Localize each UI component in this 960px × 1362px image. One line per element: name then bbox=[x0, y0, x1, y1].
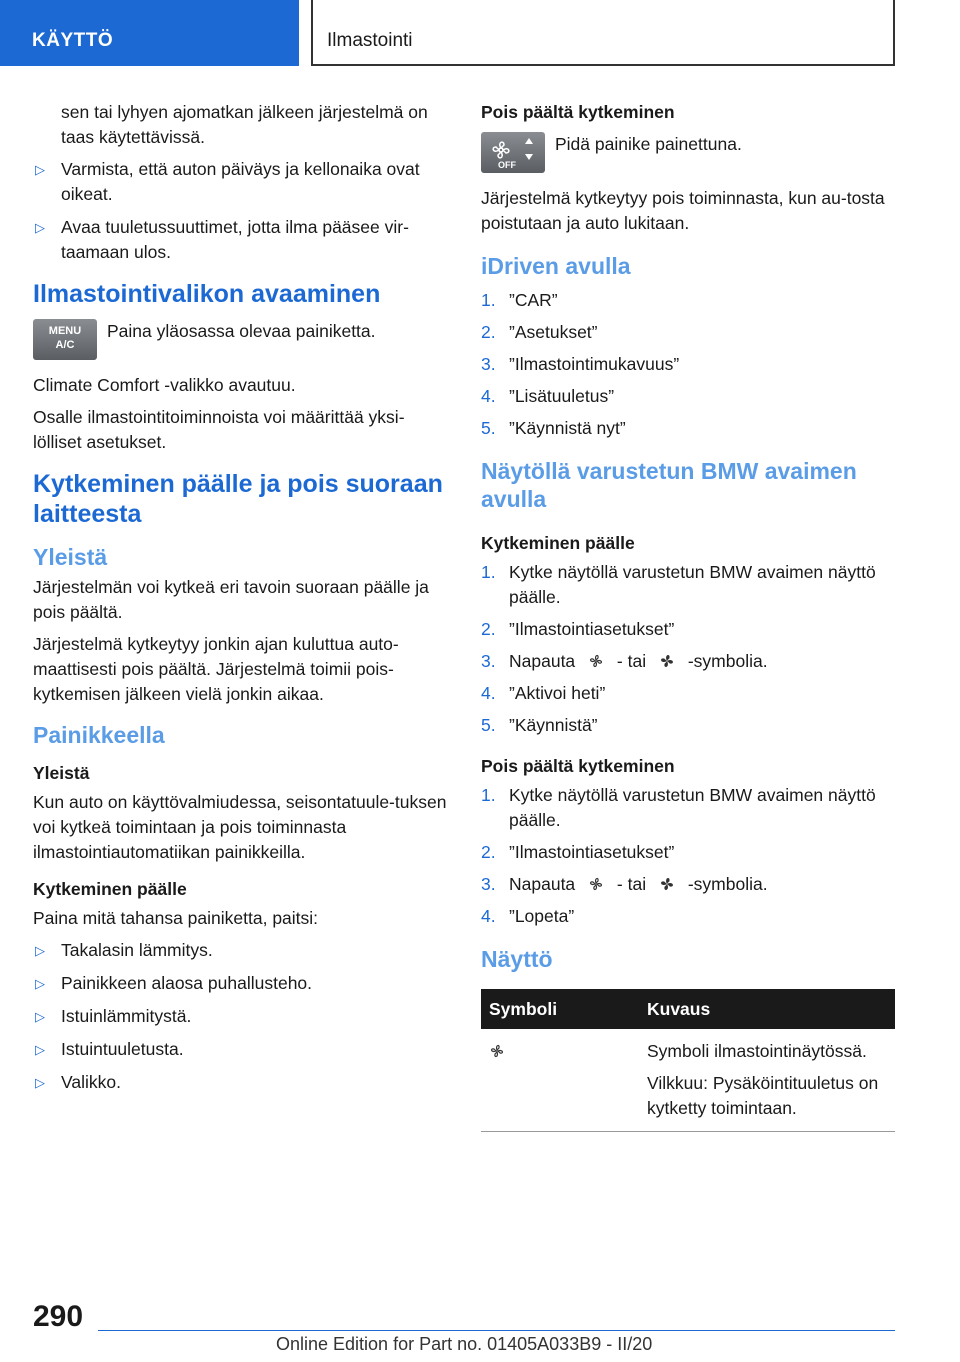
table-header-row bbox=[481, 989, 895, 1029]
intro-continuation: sen tai lyhyen ajomatkan jälkeen järjestelmä on taas käytettävissä. bbox=[61, 102, 428, 147]
header-chapter-box bbox=[311, 0, 895, 66]
list-item: ▷ Takalasin lämmitys. bbox=[33, 938, 448, 963]
menu-instruction: Paina yläosassa olevaa painiketta. bbox=[107, 321, 376, 341]
subheading-on: Kytkeminen päälle bbox=[33, 879, 187, 899]
fan-active-icon bbox=[659, 876, 675, 892]
list-item: 4. ”Lopeta” bbox=[481, 906, 575, 926]
list-item: ▷ Istuinlämmitystä. bbox=[33, 1004, 448, 1029]
heading-switch: Kytkeminen päälle ja pois suoraan laitteesta bbox=[33, 470, 443, 528]
table-header-symbol: Symboli bbox=[481, 989, 639, 1029]
right-column bbox=[481, 100, 895, 1132]
list-item: 2. ”Asetukset” bbox=[481, 322, 598, 342]
list-item: 3. ”Ilmastointimukavuus” bbox=[481, 354, 680, 374]
heading-button: Painikkeella bbox=[33, 722, 165, 748]
heading-menu: Ilmastointivalikon avaaminen bbox=[33, 280, 381, 308]
menu-ac-button-icon: MENU A/C bbox=[33, 319, 97, 360]
left-column bbox=[33, 100, 448, 1103]
list-item: ▷ Istuintuuletusta. bbox=[33, 1037, 448, 1062]
fan-icon bbox=[588, 653, 604, 669]
triangle-bullet-icon: ▷ bbox=[35, 943, 45, 958]
fan-icon bbox=[489, 1043, 505, 1059]
fan-off-button-icon bbox=[481, 132, 545, 173]
fan-active-icon bbox=[659, 653, 675, 669]
triangle-bullet-icon: ▷ bbox=[35, 1042, 45, 1057]
list-item: 2. ”Ilmastointiasetukset” bbox=[481, 619, 675, 639]
list-item: ▷ Painikkeen alaosa puhallusteho. bbox=[33, 971, 448, 996]
list-item: 1. Kytke näytöllä varustetun BMW avaimen näyttö päälle. bbox=[481, 562, 876, 607]
footer-edition: Online Edition for Part no. 01405A033B9 - II/20 bbox=[276, 1334, 653, 1354]
triangle-bullet-icon: ▷ bbox=[35, 1009, 45, 1024]
header-section-tab bbox=[0, 0, 299, 66]
off-button-row bbox=[481, 132, 895, 178]
header-chapter-label: Ilmastointi bbox=[327, 30, 413, 51]
triangle-bullet-icon: ▷ bbox=[35, 1075, 45, 1090]
subheading-general: Yleistä bbox=[33, 763, 90, 783]
menu-button-row bbox=[33, 319, 448, 365]
heading-key: Näytöllä varustetun BMW avaimen avulla bbox=[481, 458, 857, 512]
heading-idrive: iDriven avulla bbox=[481, 253, 631, 279]
symbol-table bbox=[481, 989, 895, 1132]
list-item: 2. ”Ilmastointiasetukset” bbox=[481, 842, 675, 862]
list-item: ▷ Varmista, että auton päiväys ja kellonaika ovat oikeat. bbox=[35, 159, 420, 204]
paragraph: Järjestelmän voi kytkeä eri tavoin suoraan päälle ja pois päältä. bbox=[33, 577, 429, 622]
triangle-bullet-icon: ▷ bbox=[35, 976, 45, 991]
page-number: 290 bbox=[33, 1300, 84, 1333]
triangle-bullet-icon: ▷ bbox=[35, 220, 45, 235]
list-item: 3. Napauta - tai -symbolia. bbox=[481, 874, 768, 894]
list-item: 1. Kytke näytöllä varustetun BMW avaimen näyttö päälle. bbox=[481, 785, 876, 830]
svg-text:OFF: OFF bbox=[498, 160, 516, 170]
triangle-bullet-icon: ▷ bbox=[35, 162, 45, 177]
header-section-label: KÄYTTÖ bbox=[32, 30, 114, 51]
paragraph: Järjestelmä kytkeytyy pois toiminnasta, kun au-tosta poistutaan ja auto lukitaan. bbox=[481, 188, 885, 233]
heading-general: Yleistä bbox=[33, 544, 108, 570]
paragraph: Kun auto on käyttövalmiudessa, seisontatuule-tuksen voi kytkeä toimintaan ja pois toiminnasta ilmastointiautomatiikan painikkeilla. bbox=[33, 792, 447, 862]
table-cell-description: Symboli ilmastointinäytössä. Vilkkuu: Pysäköintituuletus on kytketty toimintaan. bbox=[639, 1029, 895, 1132]
subheading-key-on: Kytkeminen päälle bbox=[481, 533, 635, 553]
list-item: 5. ”Käynnistä nyt” bbox=[481, 418, 626, 438]
list-item: ▷ Avaa tuuletussuuttimet, jotta ilma pääsee vir-taamaan ulos. bbox=[35, 217, 409, 262]
table-header-description: Kuvaus bbox=[639, 989, 895, 1029]
list-item: 4. ”Aktivoi heti” bbox=[481, 683, 606, 703]
list-item: 5. ”Käynnistä” bbox=[481, 715, 598, 735]
paragraph: Paina mitä tahansa painiketta, paitsi: bbox=[33, 908, 319, 928]
table-row bbox=[481, 1029, 895, 1132]
fan-icon bbox=[588, 876, 604, 892]
list-item: 3. Napauta - tai -symbolia. bbox=[481, 651, 768, 671]
heading-display: Näyttö bbox=[481, 946, 553, 972]
list-item: 1. ”CAR” bbox=[481, 290, 558, 310]
list-item: 4. ”Lisätuuletus” bbox=[481, 386, 615, 406]
paragraph: Climate Comfort -valikko avautuu. bbox=[33, 375, 296, 395]
table-cell-symbol bbox=[481, 1029, 639, 1132]
off-instruction: Pidä painike painettuna. bbox=[555, 134, 742, 154]
footer-divider bbox=[98, 1330, 895, 1331]
subheading-off: Pois päältä kytkeminen bbox=[481, 102, 675, 122]
list-item: ▷ Valikko. bbox=[33, 1070, 448, 1095]
paragraph: Järjestelmä kytkeytyy jonkin ajan kuluttua auto-maattisesti pois päältä. Järjestelmä toimii pois-kytkemisen jälkeen vielä jonkin aikaa. bbox=[33, 634, 399, 704]
paragraph: Osalle ilmastointitoiminnoista voi määrittää yksi-lölliset asetukset. bbox=[33, 407, 405, 452]
subheading-key-off: Pois päältä kytkeminen bbox=[481, 756, 675, 776]
